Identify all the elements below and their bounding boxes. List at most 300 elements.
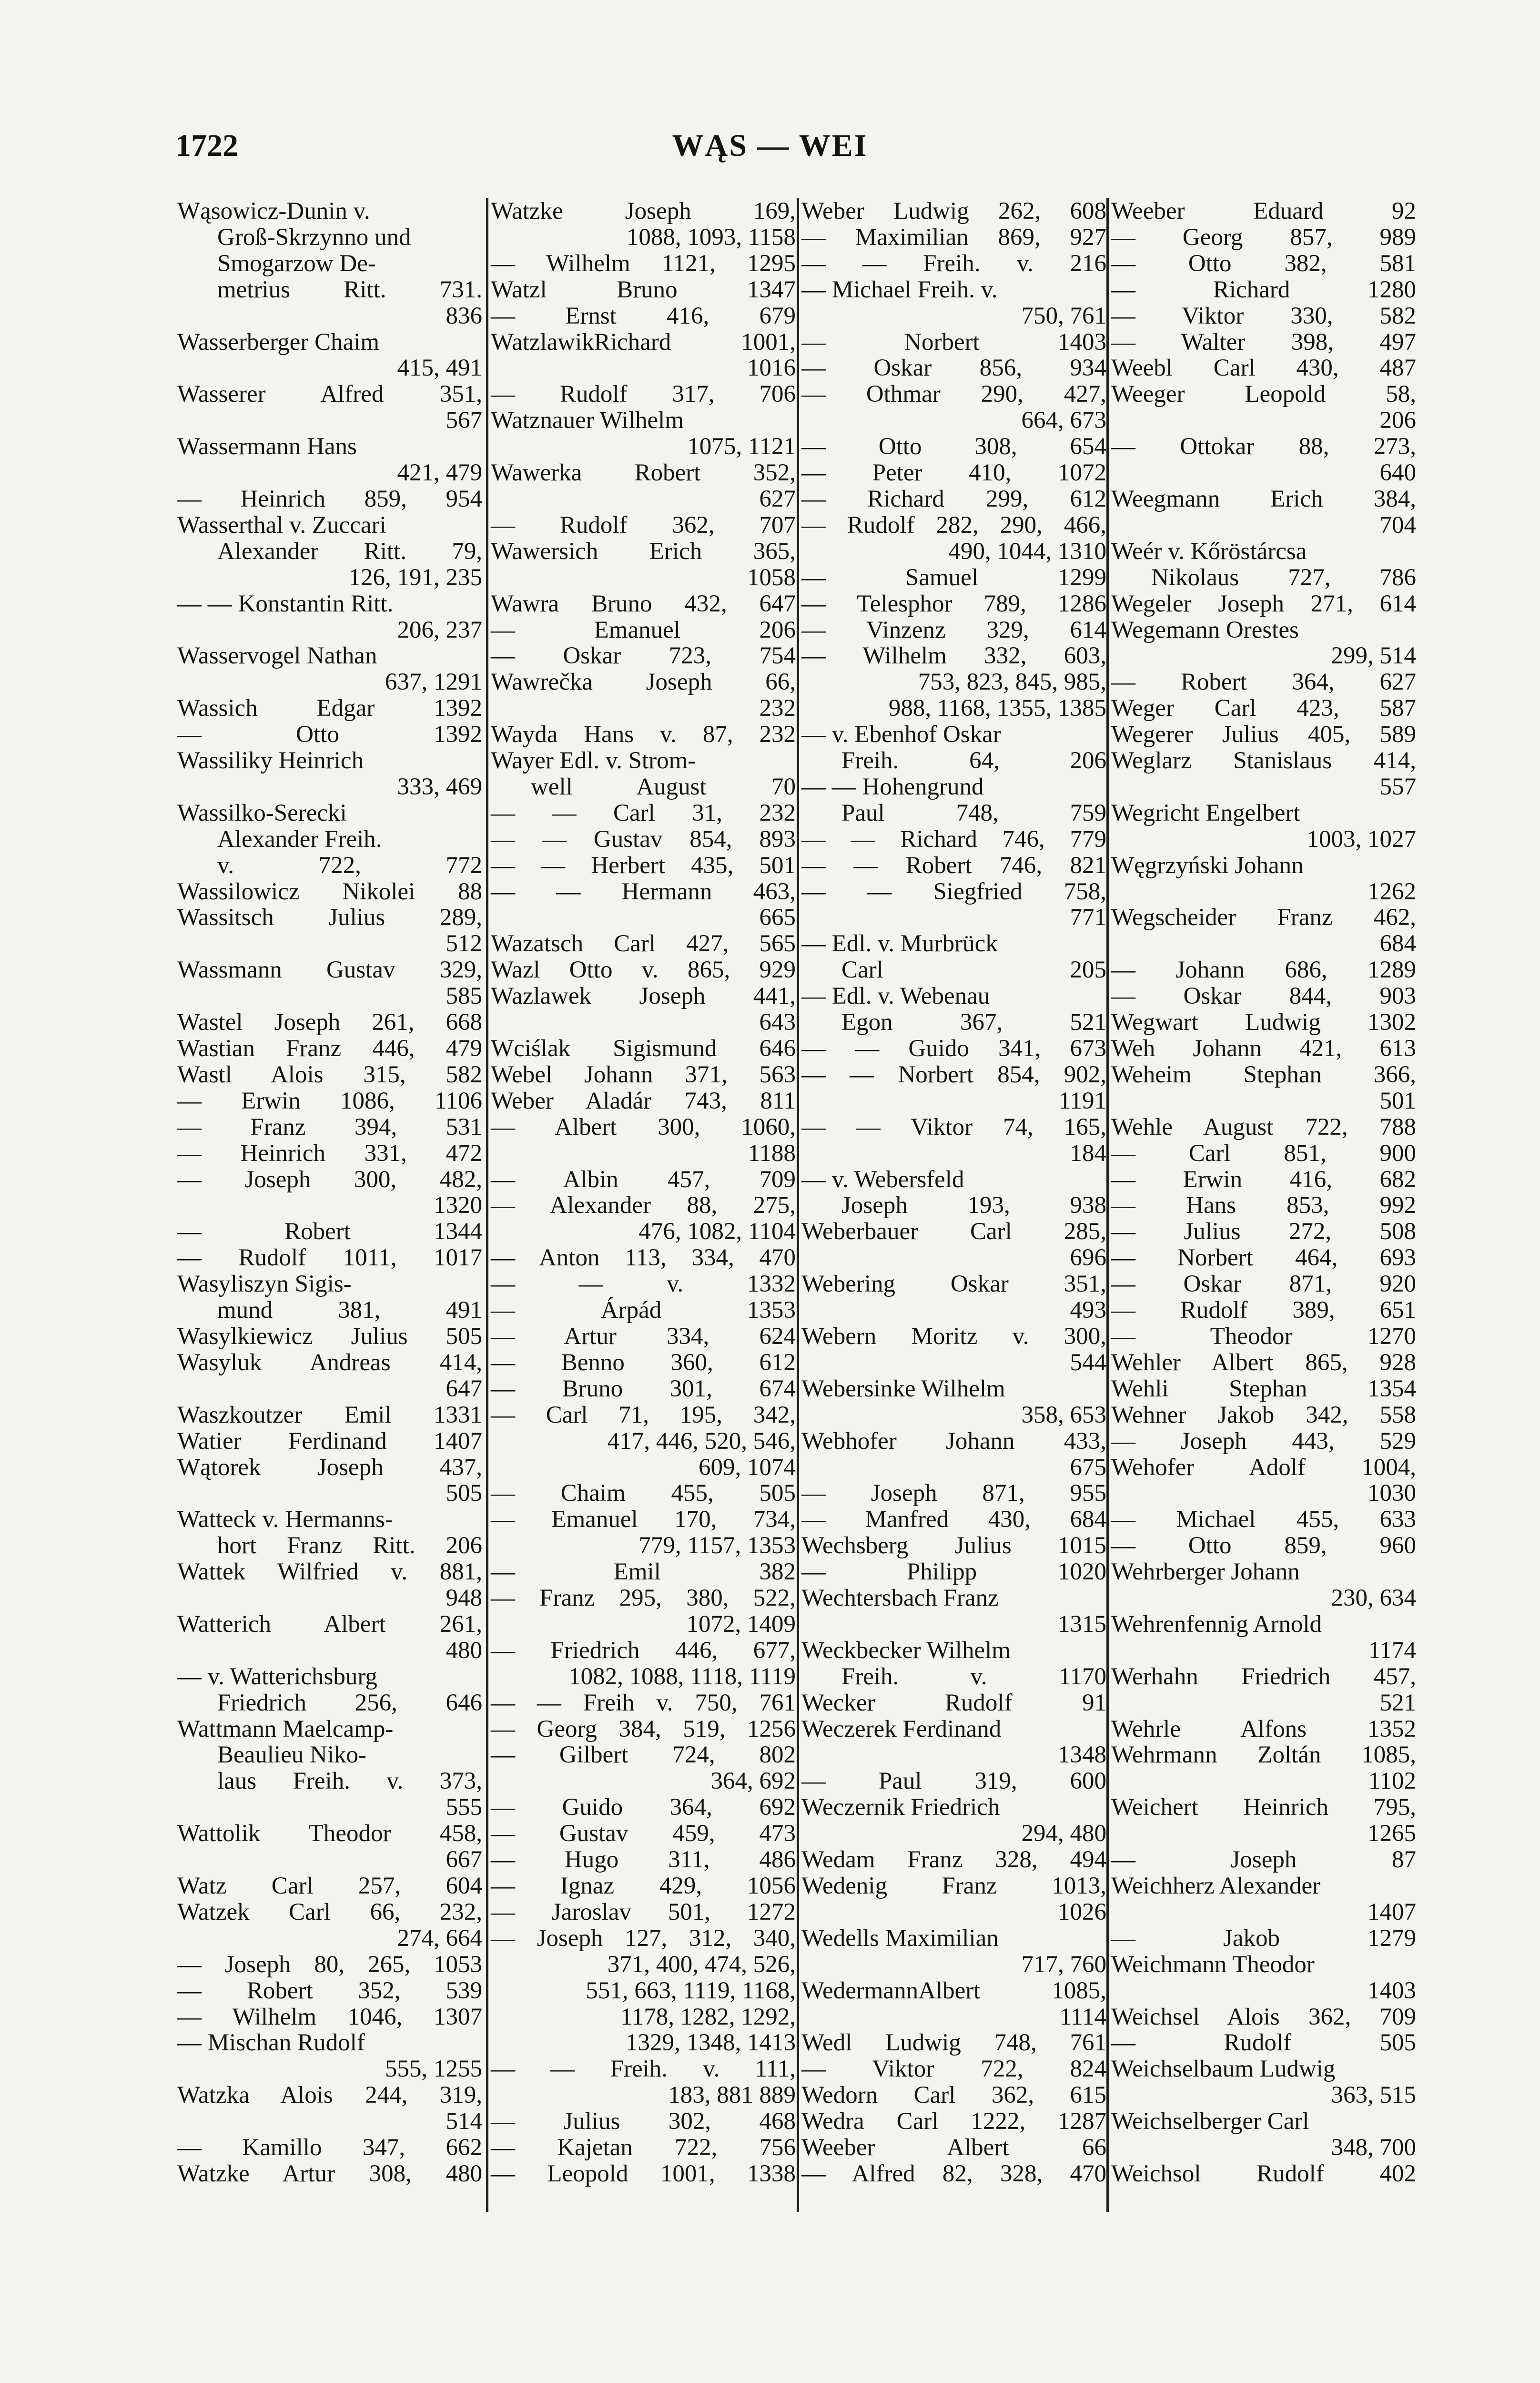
index-entry-line: — Carl 71, 195, 342, [491, 1401, 796, 1428]
index-entry-line: — — Siegfried 758, [801, 878, 1106, 905]
index-entry-line: Weheim Stephan 366, [1111, 1061, 1416, 1088]
index-entry-line: Joseph 193, 938 [841, 1192, 1106, 1219]
index-entry-line: 501 [1379, 1087, 1416, 1114]
index-entry-line: 555 [446, 1794, 482, 1821]
index-entry-line: Wehrberger Johann [1111, 1558, 1300, 1586]
index-entry-line: 1114 [1059, 2003, 1106, 2030]
index-entry-line: Wawra Bruno 432, 647 [491, 590, 796, 617]
index-entry-line: 1026 [1058, 1898, 1106, 1925]
index-entry-line: — Joseph 127, 312, 340, [491, 1925, 796, 1952]
index-entry-line: — Benno 360, 612 [491, 1349, 796, 1376]
index-entry-line: — v. Ebenhof Oskar [801, 721, 1001, 748]
index-entry-line: 1188 [748, 1140, 796, 1167]
index-entry-line: 647 [446, 1375, 482, 1402]
index-entry-line: Wehofer Adolf 1004, [1111, 1454, 1416, 1481]
index-entry-line: — Erwin 416, 682 [1111, 1166, 1416, 1193]
index-entry-line: — Julius 302, 468 [491, 2108, 796, 2135]
index-entry-line: — Wilhelm 1046, 1307 [177, 2003, 482, 2030]
index-entry-line: Weeber Eduard 92 [1111, 198, 1416, 224]
index-entry-line: — Otto 308, 654 [801, 433, 1106, 460]
index-entry-line: Weichmann Theodor [1111, 1951, 1315, 1978]
index-entry-line: hort Franz Ritt. 206 [217, 1532, 482, 1559]
index-entry-line: — Erwin 1086, 1106 [177, 1087, 482, 1114]
index-entry-line: — Ignaz 429, 1056 [491, 1873, 796, 1899]
index-entry-line: Watterich Albert 261, [177, 1610, 482, 1638]
index-entry-line: Wawrečka Joseph 66, [491, 669, 796, 696]
index-entry-line: 505 [446, 1480, 482, 1507]
index-entry-line: Wedl Ludwig 748, 761 [801, 2029, 1106, 2057]
index-entry-line: — Paul 319, 600 [801, 1768, 1106, 1795]
index-entry-line: 274, 664 [397, 1925, 482, 1952]
index-entry-line: Watzke Artur 308, 480 [177, 2160, 482, 2187]
index-entry-line: 126, 191, 235 [348, 564, 482, 591]
index-entry-line: Wedenig Franz 1013, [801, 1873, 1106, 1899]
index-entry-line: Carl 205 [841, 957, 1106, 984]
index-entry-line: WatzlawikRichard 1001, [491, 328, 796, 356]
index-entry-line: 184 [1070, 1140, 1106, 1167]
index-entry-line: Wedells Maximilian [801, 1925, 999, 1952]
index-entry-line: Wehner Jakob 342, 558 [1111, 1401, 1416, 1428]
index-entry-line: Weh Johann 421, 613 [1111, 1035, 1416, 1062]
index-entry-line: — Heinrich 331, 472 [177, 1140, 482, 1167]
index-entry-line: 1003, 1027 [1307, 825, 1416, 853]
index-entry-line: 555, 1255 [385, 2056, 482, 2083]
index-entry-line: 1262 [1368, 878, 1416, 905]
index-entry-line: 567 [446, 407, 482, 434]
index-entry-line: Wegeler Joseph 271, 614 [1111, 590, 1416, 617]
index-entry-line: Wegscheider Franz 462, [1111, 904, 1416, 931]
index-entry-line: Wąsowicz-Dunin v. [177, 198, 370, 224]
index-entry-line: Wecker Rudolf 91 [801, 1689, 1106, 1716]
index-entry-line: — Peter 410, 1072 [801, 459, 1106, 487]
index-entry-line: — Anton 113, 334, 470 [491, 1244, 796, 1272]
index-entry-line: — Mischan Rudolf [177, 2029, 365, 2057]
index-entry-line: 696 [1070, 1244, 1106, 1272]
index-entry-line: 358, 653 [1021, 1401, 1106, 1428]
index-entry-line: 643 [759, 1009, 796, 1036]
index-entry-line: Weér v. Kőröstárcsa [1111, 538, 1307, 565]
index-entry-line: Wątorek Joseph 437, [177, 1454, 482, 1481]
index-entry-line: 363, 515 [1331, 2082, 1416, 2109]
index-entry-line: — Robert 364, 627 [1111, 669, 1416, 696]
index-entry-line: Freih. v. 1170 [841, 1663, 1106, 1690]
index-entry-line: 637, 1291 [385, 669, 482, 696]
index-entry-line: Wassilko-Serecki [177, 799, 347, 826]
index-entry-line: — Oskar 723, 754 [491, 642, 796, 670]
index-entry-line: — Samuel 1299 [801, 564, 1106, 591]
index-entry-line: — Michael 455, 633 [1111, 1506, 1416, 1533]
column-rule [797, 198, 799, 2212]
index-entry-line: Weichselbaum Ludwig [1111, 2056, 1336, 2083]
index-entry-line: Wastel Joseph 261, 668 [177, 1009, 482, 1036]
index-entry-line: — Kamillo 347, 662 [177, 2134, 482, 2161]
index-entry-line: — Wilhelm 1121, 1295 [491, 250, 796, 277]
index-entry-line: 206 [1379, 407, 1416, 434]
index-entry-line: — Georg 857, 989 [1111, 224, 1416, 251]
index-entry-line: Webern Moritz v. 300, [801, 1323, 1106, 1350]
index-entry-line: Wawerka Robert 352, [491, 459, 796, 487]
index-entry-line: — Robert 1344 [177, 1218, 482, 1245]
index-entry-line: 704 [1379, 511, 1416, 539]
index-entry-line: 232 [759, 695, 796, 722]
index-entry-line: — v. Watterichsburg [177, 1663, 377, 1690]
index-entry-line: — Gilbert 724, 802 [491, 1741, 796, 1769]
index-entry-line: — Oskar 856, 934 [801, 355, 1106, 382]
index-entry-line: — Rudolf 1011, 1017 [177, 1244, 482, 1272]
index-entry-line: 1075, 1121 [687, 433, 796, 460]
page-header: WĄS — WEI [672, 128, 868, 163]
index-entry-line: 948 [446, 1585, 482, 1612]
index-entry-line: — — Konstantin Ritt. [177, 590, 394, 617]
index-entry-line: 717, 760 [1021, 1951, 1106, 1978]
index-entry-line: 627 [759, 485, 796, 512]
index-entry-line: Weber Aladár 743, 811 [491, 1087, 796, 1114]
index-entry-line: — Philipp 1020 [801, 1558, 1106, 1586]
index-entry-line: — — Hohengrund [801, 773, 984, 800]
index-entry-line: — Telesphor 789, 1286 [801, 590, 1106, 617]
index-entry-line: — Hans 853, 992 [1111, 1192, 1416, 1219]
index-entry-line: Friedrich 256, 646 [217, 1689, 482, 1716]
index-entry-line: — Theodor 1270 [1111, 1323, 1416, 1350]
index-entry-line: — — Freih. v. 216 [801, 250, 1106, 277]
index-entry-line: Wassilowicz Nikolei 88 [177, 878, 482, 905]
index-entry-line: Watz Carl 257, 604 [177, 1873, 482, 1899]
index-entry-line: — Emil 382 [491, 1558, 796, 1586]
index-entry-line: — Norbert 1403 [801, 328, 1106, 356]
index-entry-line: Paul 748, 759 [841, 799, 1106, 826]
index-entry-line: Wegricht Engelbert [1111, 799, 1300, 826]
index-entry-line: — Norbert 464, 693 [1111, 1244, 1416, 1272]
index-entry-line: Weberbauer Carl 285, [801, 1218, 1106, 1245]
index-entry-line: — Richard 299, 612 [801, 485, 1106, 512]
index-entry-line: — Oskar 844, 903 [1111, 983, 1416, 1010]
index-entry-line: — Heinrich 859, 954 [177, 485, 482, 512]
index-entry-line: 609, 1074 [699, 1454, 796, 1481]
index-entry-line: — Julius 272, 508 [1111, 1218, 1416, 1245]
index-entry-line: Alexander Ritt. 79, [217, 538, 482, 565]
index-entry-line: 490, 1044, 1310 [948, 538, 1106, 565]
index-entry-line: Smogarzow De- [217, 250, 376, 277]
index-entry-line: Wattolik Theodor 458, [177, 1820, 482, 1847]
index-entry-line: 675 [1070, 1454, 1106, 1481]
index-entry-line: Nikolaus 727, 786 [1151, 564, 1416, 591]
index-entry-line: 988, 1168, 1355, 1385 [888, 695, 1106, 722]
index-entry-line: — Ottokar 88, 273, [1111, 433, 1416, 460]
index-entry-line: 514 [446, 2108, 482, 2135]
index-entry-line: 371, 400, 474, 526, [607, 1951, 796, 1978]
column-rule [486, 198, 488, 2212]
index-entry-line: Weczerek Ferdinand [801, 1715, 1002, 1742]
index-entry-line: — Othmar 290, 427, [801, 381, 1106, 408]
index-entry-line: Watzke Joseph 169, [491, 198, 796, 224]
index-entry-line: 294, 480 [1021, 1820, 1106, 1847]
index-entry-line: Wazlawek Joseph 441, [491, 983, 796, 1010]
index-entry-line: 1088, 1093, 1158 [626, 224, 796, 251]
index-entry-line: well August 70 [531, 773, 796, 800]
index-entry-line: — Edl. v. Murbrück [801, 930, 998, 957]
index-entry-line: — Georg 384, 519, 1256 [491, 1715, 796, 1742]
index-entry-line: 640 [1379, 459, 1416, 487]
index-entry-line: Weeger Leopold 58, [1111, 381, 1416, 408]
index-entry-line: — Friedrich 446, 677, [491, 1637, 796, 1664]
index-entry-line: Wegemann Orestes [1111, 616, 1299, 643]
index-entry-line: — Michael Freih. v. [801, 276, 998, 303]
index-entry-line: 1082, 1088, 1118, 1119 [568, 1663, 796, 1690]
index-entry-line: — Árpád 1353 [491, 1297, 796, 1324]
index-entry-line: 1030 [1368, 1480, 1416, 1507]
index-entry-line: Weebl Carl 430, 487 [1111, 355, 1416, 382]
index-entry-line: Webel Johann 371, 563 [491, 1061, 796, 1088]
index-entry-line: Webhofer Johann 433, [801, 1427, 1106, 1455]
index-entry-line: 417, 446, 520, 546, [607, 1427, 796, 1455]
index-entry-line: — — Freih v. 750, 761 [491, 1689, 796, 1716]
index-entry-line: Wastian Franz 446, 479 [177, 1035, 482, 1062]
index-entry-line: — Otto 382, 581 [1111, 250, 1416, 277]
index-entry-line: mund 381, 491 [217, 1297, 482, 1324]
index-entry-line: — — Herbert 435, 501 [491, 852, 796, 879]
index-entry-line: Watier Ferdinand 1407 [177, 1427, 482, 1455]
index-entry-line: 750, 761 [1021, 302, 1106, 329]
index-entry-line: — Oskar 871, 920 [1111, 1271, 1416, 1298]
index-entry-line: Wattmann Maelcamp- [177, 1715, 394, 1742]
index-entry-line: 557 [1379, 773, 1416, 800]
index-entry-line: Watteck v. Hermanns- [177, 1506, 393, 1533]
index-entry-line: Wehli Stephan 1354 [1111, 1375, 1416, 1402]
index-entry-line: metrius Ritt. 731. [217, 276, 482, 303]
index-entry-line: 665 [759, 904, 796, 931]
index-entry-line: — Rudolf 282, 290, 466, [801, 511, 1106, 539]
index-entry-line: 1320 [434, 1192, 482, 1219]
index-entry-line: — Robert 352, 539 [177, 1977, 482, 2004]
index-column-2 [491, 198, 796, 2187]
index-entry-line: Wehrle Alfons 1352 [1111, 1715, 1416, 1742]
index-entry-line: — Bruno 301, 674 [491, 1375, 796, 1402]
index-entry-line: — Rudolf 362, 707 [491, 511, 796, 539]
index-entry-line: Watzka Alois 244, 319, [177, 2082, 482, 2109]
index-entry-line: 1178, 1282, 1292, [620, 2003, 796, 2030]
index-entry-line: 415, 491 [397, 355, 482, 382]
index-entry-line: Wegerer Julius 405, 589 [1111, 721, 1416, 748]
index-entry-line: Wassitsch Julius 289, [177, 904, 482, 931]
index-entry-line: Wedorn Carl 362, 615 [801, 2082, 1106, 2109]
index-entry-line: Wasserthal v. Zuccari [177, 511, 386, 539]
index-entry-line: — Gustav 459, 473 [491, 1820, 796, 1847]
index-entry-line: Weichert Heinrich 795, [1111, 1794, 1416, 1821]
index-entry-line: Weger Carl 423, 587 [1111, 695, 1416, 722]
index-entry-line: 364, 692 [710, 1768, 796, 1795]
index-entry-line: — Walter 398, 497 [1111, 328, 1416, 356]
index-column-3 [801, 198, 1106, 2187]
index-entry-line: Wayda Hans v. 87, 232 [491, 721, 796, 748]
index-entry-line: 544 [1070, 1349, 1106, 1376]
index-column-4 [1111, 198, 1416, 2187]
index-entry-line: Wegwart Ludwig 1302 [1111, 1009, 1416, 1036]
index-entry-line: Wehrmann Zoltán 1085, [1111, 1741, 1416, 1769]
index-entry-line: Weegmann Erich 384, [1111, 485, 1416, 512]
index-entry-line: — Johann 686, 1289 [1111, 957, 1416, 984]
index-entry-line: 521 [1379, 1689, 1416, 1716]
index-entry-line: — Viktor 722, 824 [801, 2056, 1106, 2083]
index-entry-line: 684 [1379, 930, 1416, 957]
index-entry-line: 753, 823, 845, 985, [918, 669, 1106, 696]
index-entry-line: Weichsel Alois 362, 709 [1111, 2003, 1416, 2030]
index-entry-line: Alexander Freih. [217, 825, 382, 853]
index-entry-line: Egon 367, 521 [841, 1009, 1106, 1036]
index-entry-line: 1072, 1409 [686, 1610, 796, 1638]
index-entry-line: 1174 [1368, 1637, 1416, 1664]
index-entry-line: Wattek Wilfried v. 881, [177, 1558, 482, 1586]
index-entry-line: 1058 [747, 564, 796, 591]
index-entry-line: — Emanuel 170, 734, [491, 1506, 796, 1533]
index-entry-line: Weber Ludwig 262, 608 [801, 198, 1106, 224]
index-entry-line: — Alfred 82, 328, 470 [801, 2160, 1106, 2187]
column-rule [1106, 198, 1109, 2212]
index-entry-line: — Carl 851, 900 [1111, 1140, 1416, 1167]
index-entry-line: Wastl Alois 315, 582 [177, 1061, 482, 1088]
index-entry-line: Wawersich Erich 365, [491, 538, 796, 565]
index-entry-line: 1403 [1368, 1977, 1416, 2004]
index-entry-line: 1102 [1368, 1768, 1416, 1795]
index-entry-line: 183, 881 889 [668, 2082, 796, 2109]
index-entry-line: 1329, 1348, 1413 [626, 2029, 796, 2057]
index-entry-line: 1265 [1368, 1820, 1416, 1847]
index-entry-line: — Otto 859, 960 [1111, 1532, 1416, 1559]
index-entry-line: — — Carl 31, 232 [491, 799, 796, 826]
index-entry-line: — — Freih. v. 111, [491, 2056, 796, 2083]
index-entry-line: — Manfred 430, 684 [801, 1506, 1106, 1533]
index-entry-line: — Rudolf 389, 651 [1111, 1297, 1416, 1324]
index-entry-line: Waszkoutzer Emil 1331 [177, 1401, 482, 1428]
index-entry-line: — — Hermann 463, [491, 878, 796, 905]
index-entry-line: 299, 514 [1331, 642, 1416, 670]
index-entry-line: — Kajetan 722, 756 [491, 2134, 796, 2161]
index-entry-line: — Joseph 443, 529 [1111, 1427, 1416, 1455]
index-entry-line: Wehler Albert 865, 928 [1111, 1349, 1416, 1376]
index-entry-line: Werhahn Friedrich 457, [1111, 1663, 1416, 1690]
index-entry-line: — Jaroslav 501, 1272 [491, 1898, 796, 1925]
index-entry-line: 1407 [1368, 1898, 1416, 1925]
index-entry-line: Weczernik Friedrich [801, 1794, 1000, 1821]
index-entry-line: Wayer Edl. v. Strom- [491, 747, 696, 774]
index-entry-line: 1315 [1058, 1610, 1106, 1638]
index-entry-line: 585 [446, 983, 482, 1010]
index-entry-line: — Chaim 455, 505 [491, 1480, 796, 1507]
index-entry-line: — Maximilian 869, 927 [801, 224, 1106, 251]
page-number: 1722 [175, 128, 238, 163]
index-entry-line: Wassmann Gustav 329, [177, 957, 482, 984]
index-entry-line: — Leopold 1001, 1338 [491, 2160, 796, 2187]
index-entry-line: — Artur 334, 624 [491, 1323, 796, 1350]
index-entry-line: — Ernst 416, 679 [491, 302, 796, 329]
index-entry-line: — Franz 394, 531 [177, 1113, 482, 1141]
index-entry-line: 836 [446, 302, 482, 329]
index-entry-line: Weichsol Rudolf 402 [1111, 2160, 1416, 2187]
index-entry-line: Weeber Albert 66 [801, 2134, 1106, 2161]
index-entry-line: Wehrenfennig Arnold [1111, 1610, 1322, 1638]
index-entry-line: 667 [446, 1846, 482, 1874]
index-entry-line: 551, 663, 1119, 1168, [586, 1977, 796, 2004]
index-entry-line: Węgrzyński Johann [1111, 852, 1304, 879]
index-entry-line: 664, 673 [1021, 407, 1106, 434]
index-entry-line: — Alexander 88, 275, [491, 1192, 796, 1219]
index-entry-line: Wechsberg Julius 1015 [801, 1532, 1106, 1559]
index-entry-line: — Vinzenz 329, 614 [801, 616, 1106, 643]
index-entry-line: 493 [1070, 1297, 1106, 1324]
index-entry-line: — — Viktor 74, 165, [801, 1113, 1106, 1141]
index-entry-line: Watzl Bruno 1347 [491, 276, 796, 303]
index-entry-line: — Wilhelm 332, 603, [801, 642, 1106, 670]
index-entry-line: — — v. 1332 [491, 1271, 796, 1298]
index-entry-line: — Jakob 1279 [1111, 1925, 1416, 1952]
index-entry-line: 421, 479 [397, 459, 482, 487]
index-entry-line: Wciślak Sigismund 646 [491, 1035, 796, 1062]
index-entry-line: 771 [1070, 904, 1106, 931]
index-entry-line: — — Robert 746, 821 [801, 852, 1106, 879]
index-entry-line: Watznauer Wilhelm [491, 407, 684, 434]
index-entry-line: — v. Webersfeld [801, 1166, 964, 1193]
index-entry-line: Watzek Carl 66, 232, [177, 1898, 482, 1925]
index-entry-line: WedermannAlbert 1085, [801, 1977, 1106, 2004]
index-entry-line: — — Richard 746, 779 [801, 825, 1106, 853]
index-entry-line: Wazatsch Carl 427, 565 [491, 930, 796, 957]
index-entry-line: — Franz 295, 380, 522, [491, 1585, 796, 1612]
index-entry-line: Wasserer Alfred 351, [177, 381, 482, 408]
index-entry-line: — Joseph 80, 265, 1053 [177, 1951, 482, 1978]
index-entry-line: Webersinke Wilhelm [801, 1375, 1005, 1402]
index-entry-line: — Joseph 871, 955 [801, 1480, 1106, 1507]
index-entry-line: Groß-Skrzynno und [217, 224, 411, 251]
index-entry-line: — Albert 300, 1060, [491, 1113, 796, 1141]
index-entry-line: — — Gustav 854, 893 [491, 825, 796, 853]
index-entry-line: Wazl Otto v. 865, 929 [491, 957, 796, 984]
index-entry-line: 348, 700 [1331, 2134, 1416, 2161]
index-entry-line: — Otto 1392 [177, 721, 482, 748]
index-entry-line: Weichselberger Carl [1111, 2108, 1309, 2135]
index-entry-line: — Viktor 330, 582 [1111, 302, 1416, 329]
index-entry-line: Wasyliszyn Sigis- [177, 1271, 352, 1298]
index-entry-line: Freih. 64, 206 [841, 747, 1106, 774]
index-entry-line: Weckbecker Wilhelm [801, 1637, 1011, 1664]
index-entry-line: 1191 [1058, 1087, 1106, 1114]
index-entry-line: — Rudolf 317, 706 [491, 381, 796, 408]
index-entry-line: Beaulieu Niko- [217, 1741, 366, 1769]
index-entry-line: 480 [446, 1637, 482, 1664]
index-entry-line: Wechtersbach Franz [801, 1585, 999, 1612]
index-entry-line: 779, 1157, 1353 [638, 1532, 796, 1559]
index-entry-line: Wasylkiewicz Julius 505 [177, 1323, 482, 1350]
index-entry-line: Webering Oskar 351, [801, 1271, 1106, 1298]
index-entry-line: Wedra Carl 1222, 1287 [801, 2108, 1106, 2135]
index-entry-line: — Joseph 300, 482, [177, 1166, 482, 1193]
index-entry-line: Weichherz Alexander [1111, 1873, 1321, 1899]
index-entry-line: — Edl. v. Webenau [801, 983, 990, 1010]
index-entry-line: laus Freih. v. 373, [217, 1768, 482, 1795]
index-entry-line: Wasservogel Nathan [177, 642, 377, 670]
index-entry-line: Wasserberger Chaim [177, 328, 380, 356]
index-entry-line: v. 722, 772 [217, 852, 482, 879]
index-entry-line: — Emanuel 206 [491, 616, 796, 643]
index-entry-line: — Rudolf 505 [1111, 2029, 1416, 2057]
index-entry-line: Weglarz Stanislaus 414, [1111, 747, 1416, 774]
index-entry-line: — Joseph 87 [1111, 1846, 1416, 1874]
index-entry-line: — — Norbert 854, 902, [801, 1061, 1106, 1088]
index-entry-line: — — Guido 341, 673 [801, 1035, 1106, 1062]
index-entry-line: Wassermann Hans [177, 433, 357, 460]
index-entry-line: 333, 469 [397, 773, 482, 800]
index-entry-line: — Richard 1280 [1111, 276, 1416, 303]
index-entry-line: Wehle August 722, 788 [1111, 1113, 1416, 1141]
index-entry-line: Wedam Franz 328, 494 [801, 1846, 1106, 1874]
